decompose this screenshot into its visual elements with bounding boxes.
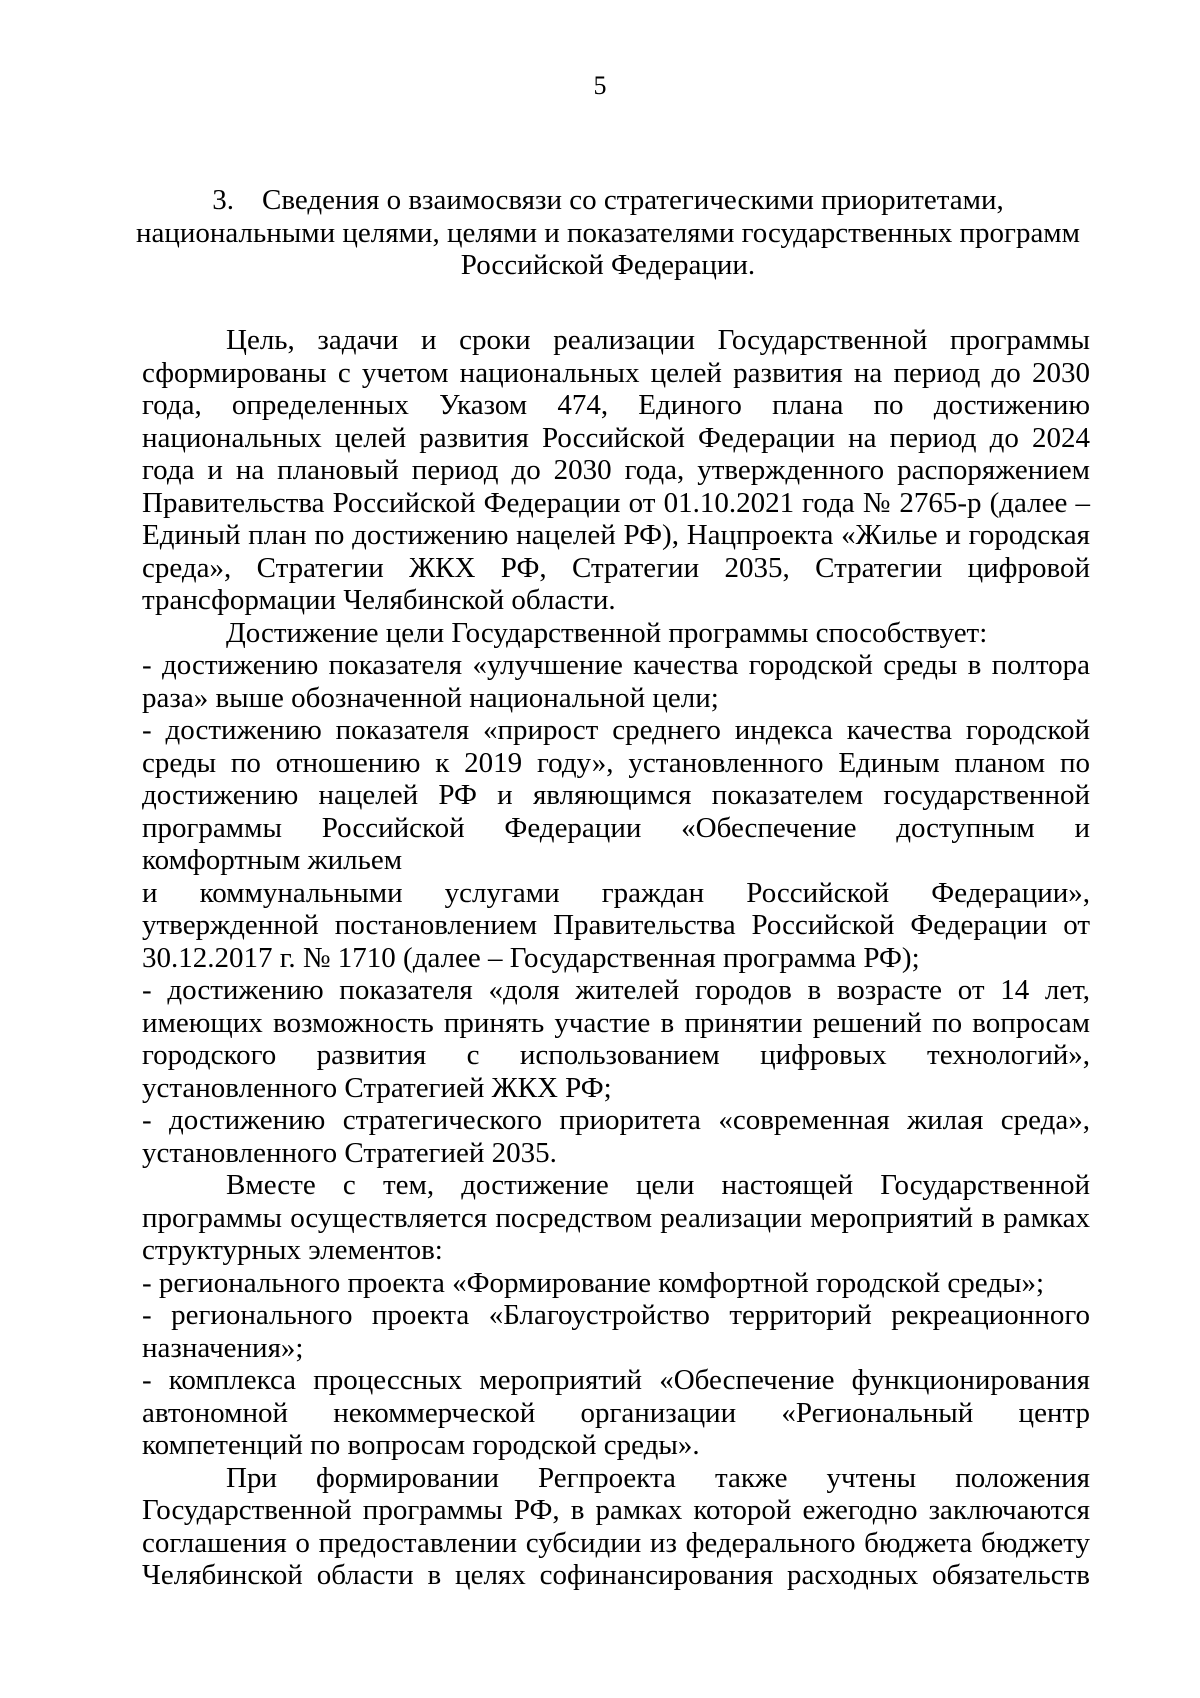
heading-line-1 — [132, 184, 1084, 217]
paragraph-regproject: При формировании Регпроекта также учтены положения Государственной программы РФ, в рамках которой ежегодно заключаются соглашения о предоставлении субсидии из федерального бюджета бюджету Челябинской области в целях софинансирования расходных обязательств — [142, 1461, 1090, 1591]
heading-line-2: национальными целями, целями и показателями государственных программ — [135, 216, 1081, 249]
list-item-index-growth: - достижению показателя «прирост среднего индекса качества городской среды по отношению к 2019 году», установленного Единым планом по достижению нацелей РФ и являющимся показателем государственной программы Российской Федерации «Обеспечение доступным и комфортным жильем — [142, 714, 1090, 876]
document-body — [142, 324, 1090, 1592]
heading-line-1-text: Сведения о взаимосвязи со стратегическими приоритетами, — [262, 184, 1004, 216]
paragraph-achievement-intro: Достижение цели Государственной программы способствует: — [226, 616, 988, 649]
heading-line-3: Российской Федерации. — [460, 249, 756, 281]
list-item-index-growth-continued: и коммунальными услугами граждан Российской Федерации», утвержденной постановлением Правительства Российской Федерации от 30.12.2017 г. № 1710 (далее – Государственная программа РФ); — [142, 876, 1090, 974]
paragraph-structural-elements: Вместе с тем, достижение цели настоящей Государственной программы осуществляется посредством реализации мероприятий в рамках структурных элементов: — [142, 1169, 1090, 1266]
list-item-urban-quality: - достижению показателя «улучшение качества городской среды в полтора раза» выше обозначенной национальной цели; — [142, 649, 1090, 714]
section-heading — [132, 184, 1084, 282]
list-item-residents-share: - достижению показателя «доля жителей городов в возрасте от 14 лет, имеющих возможность принять участие в принятии решений по вопросам городского развития с использованием цифровых технологий», установленного Стратегией ЖКХ РФ; — [142, 974, 1090, 1104]
list-item-regional-project-recreation: - регионального проекта «Благоустройство территорий рекреационного назначения»; — [142, 1299, 1090, 1364]
list-item-regional-project-comfort: - регионального проекта «Формирование комфортной городской среды»; — [142, 1266, 1045, 1299]
heading-number: 3. — [212, 184, 234, 216]
page-number: 5 — [593, 71, 607, 100]
list-item-strategic-priority: - достижению стратегического приоритета «современная жилая среда», установленного Стратегией 2035. — [142, 1104, 1090, 1169]
paragraph-goals: Цель, задачи и сроки реализации Государственной программы сформированы с учетом национальных целей развития на период до 2030 года, определенных Указом 474, Единого плана по достижению национальных целей развития Российской Федерации на период до 2024 года и на плановый период до 2030 года, утвержденного распоряжением Правительства Российской Федерации от 01.10.2021 года № 2765-р (далее – Единый план по достижению нацелей РФ), Нацпроекта «Жилье и городская среда», Стратегии ЖКХ РФ, Стратегии 2035, Стратегии цифровой трансформации Челябинской области. — [142, 324, 1090, 616]
list-item-process-complex: - комплекса процессных мероприятий «Обеспечение функционирования автономной некоммерческой организации «Региональный центр компетенций по вопросам городской среды». — [142, 1364, 1090, 1461]
